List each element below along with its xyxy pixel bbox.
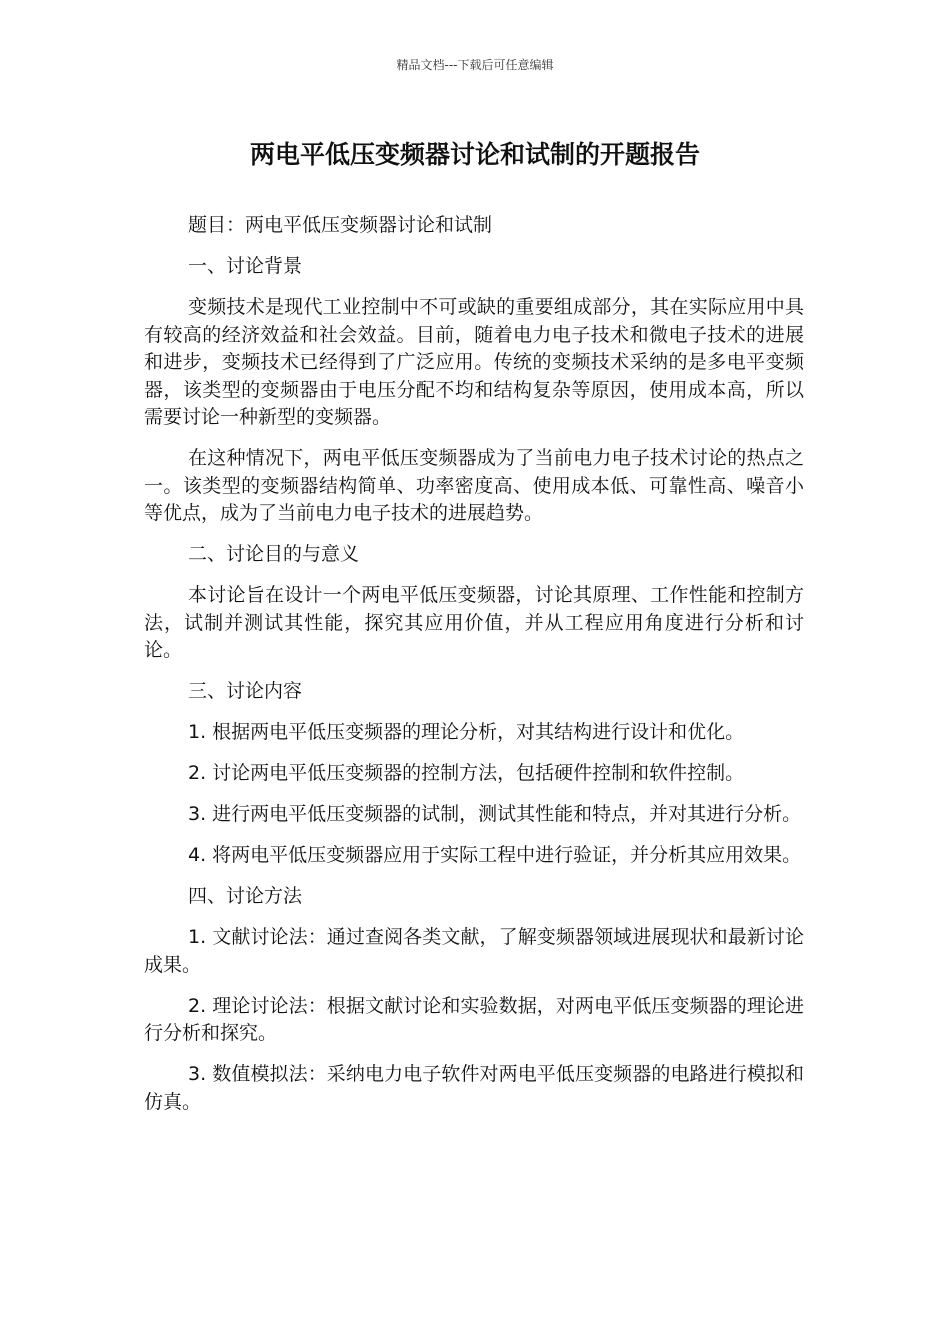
list-item: 3. 数值模拟法：采纳电力电子软件对两电平低压变频器的电路进行模拟和仿真。 <box>144 1063 804 1113</box>
list-item: 4. 将两电平低压变频器应用于实际工程中进行验证，并分析其应用效果。 <box>188 844 802 866</box>
paragraph: 变频技术是现代工业控制中不可或缺的重要组成部分，其在实际应用中具有较高的经济效益和社会效益。目前，随着电力电子技术和微电子技术的进展和进步，变频技术已经得到了广泛应用。传统的变频技术采纳的是多电平变频器，该类型的变频器由于电压分配不均和结构复杂等原因，使用成本高，所以需要讨论一种新型的变频器。 <box>144 296 804 428</box>
section-heading-content: 三、讨论内容 <box>188 680 303 702</box>
section-heading-background: 一、讨论背景 <box>188 255 303 277</box>
list-item: 3. 进行两电平低压变频器的试制，测试其性能和特点，并对其进行分析。 <box>188 803 802 825</box>
section-heading-purpose: 二、讨论目的与意义 <box>188 543 360 565</box>
paragraph: 在这种情况下，两电平低压变频器成为了当前电力电子技术讨论的热点之一。该类型的变频器结构简单、功率密度高、使用成本低、可靠性高、噪音小等优点，成为了当前电力电子技术的进展趋势。 <box>144 447 804 524</box>
section-heading-methods: 四、讨论方法 <box>188 885 303 907</box>
paragraph: 本讨论旨在设计一个两电平低压变频器，讨论其原理、工作性能和控制方法，试制并测试其性能，探究其应用价值，并从工程应用角度进行分析和讨论。 <box>144 584 804 661</box>
list-item: 1. 根据两电平低压变频器的理论分析，对其结构进行设计和优化。 <box>188 721 745 743</box>
list-item: 2. 讨论两电平低压变频器的控制方法，包括硬件控制和软件控制。 <box>188 762 745 784</box>
document-title: 两电平低压变频器讨论和试制的开题报告 <box>249 140 700 169</box>
document-body <box>144 212 804 1130</box>
list-item: 1. 文献讨论法：通过查阅各类文献，了解变频器领域进展现状和最新讨论成果。 <box>144 926 804 976</box>
list-item: 2. 理论讨论法：根据文献讨论和实验数据，对两电平低压变频器的理论进行分析和探究。 <box>144 994 804 1044</box>
topic-line: 题目：两电平低压变频器讨论和试制 <box>188 214 493 236</box>
page-header: 精品文档---下载后可任意编辑 <box>396 58 554 72</box>
